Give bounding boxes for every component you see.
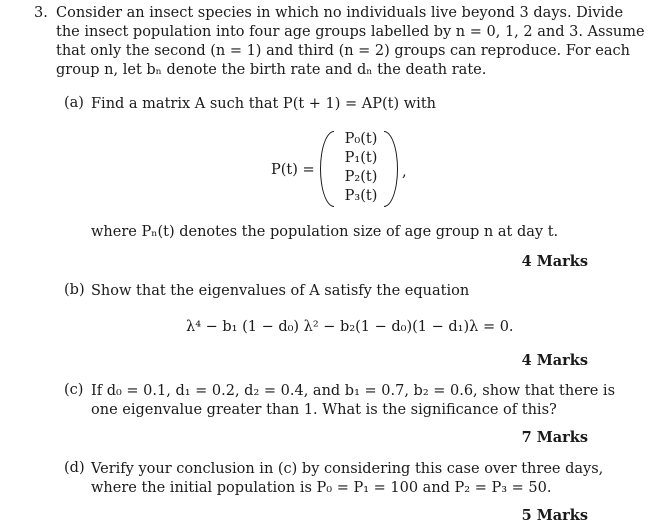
question-number: 3. xyxy=(34,5,48,21)
part-c-line: If d₀ = 0.1, d₁ = 0.2, d₂ = 0.4, and b₁ = 0.7, b₂ = 0.6, show that there is xyxy=(91,383,616,399)
part-a-marks: 4 Marks xyxy=(521,253,588,270)
eigenvalue-equation: λ⁴ − b₁ (1 − d₀) λ² − b₂(1 − d₀)(1 − d₁)λ = 0. xyxy=(186,319,514,335)
right-parenthesis xyxy=(384,131,398,207)
part-a-where: where Pₙ(t) denotes the population size of age group n at day t. xyxy=(91,224,559,240)
intro-line: that only the second (n = 1) and third (n = 2) groups can reproduce. For each xyxy=(56,43,630,59)
vector-entry: P₁(t) xyxy=(344,150,378,166)
part-c-marks: 7 Marks xyxy=(521,429,588,446)
part-c-label: (c) xyxy=(64,382,84,398)
intro-line: Consider an insect species in which no individuals live beyond 3 days. Divide xyxy=(56,5,624,21)
part-d-line: Verify your conclusion in (c) by considering this case over three days, xyxy=(91,461,604,477)
intro-line: group n, let bₙ denote the birth rate and dₙ the death rate. xyxy=(56,62,487,78)
part-d-line: where the initial population is P₀ = P₁ = 100 and P₂ = P₃ = 50. xyxy=(91,480,552,496)
vector-entry: P₀(t) xyxy=(344,131,378,147)
vector-comma: , xyxy=(402,164,407,180)
part-a-label: (a) xyxy=(64,95,84,111)
part-a-text: Find a matrix A such that P(t + 1) = AP(t) with xyxy=(91,96,436,112)
part-c-line: one eigenvalue greater than 1. What is the significance of this? xyxy=(91,402,557,418)
vector-entry: P₂(t) xyxy=(344,169,378,185)
population-vector xyxy=(340,130,382,206)
left-parenthesis xyxy=(320,131,334,207)
part-d-label: (d) xyxy=(64,460,85,476)
vector-entry: P₃(t) xyxy=(344,188,378,204)
part-d-marks: 5 Marks xyxy=(521,507,588,524)
question-intro xyxy=(56,4,645,80)
matrix-label: P(t) = xyxy=(271,162,315,178)
part-b-marks: 4 Marks xyxy=(521,352,588,369)
intro-line: the insect population into four age groups labelled by n = 0, 1, 2 and 3. Assume xyxy=(56,24,645,40)
part-b-label: (b) xyxy=(64,282,85,298)
part-b-text: Show that the eigenvalues of A satisfy the equation xyxy=(91,283,470,299)
